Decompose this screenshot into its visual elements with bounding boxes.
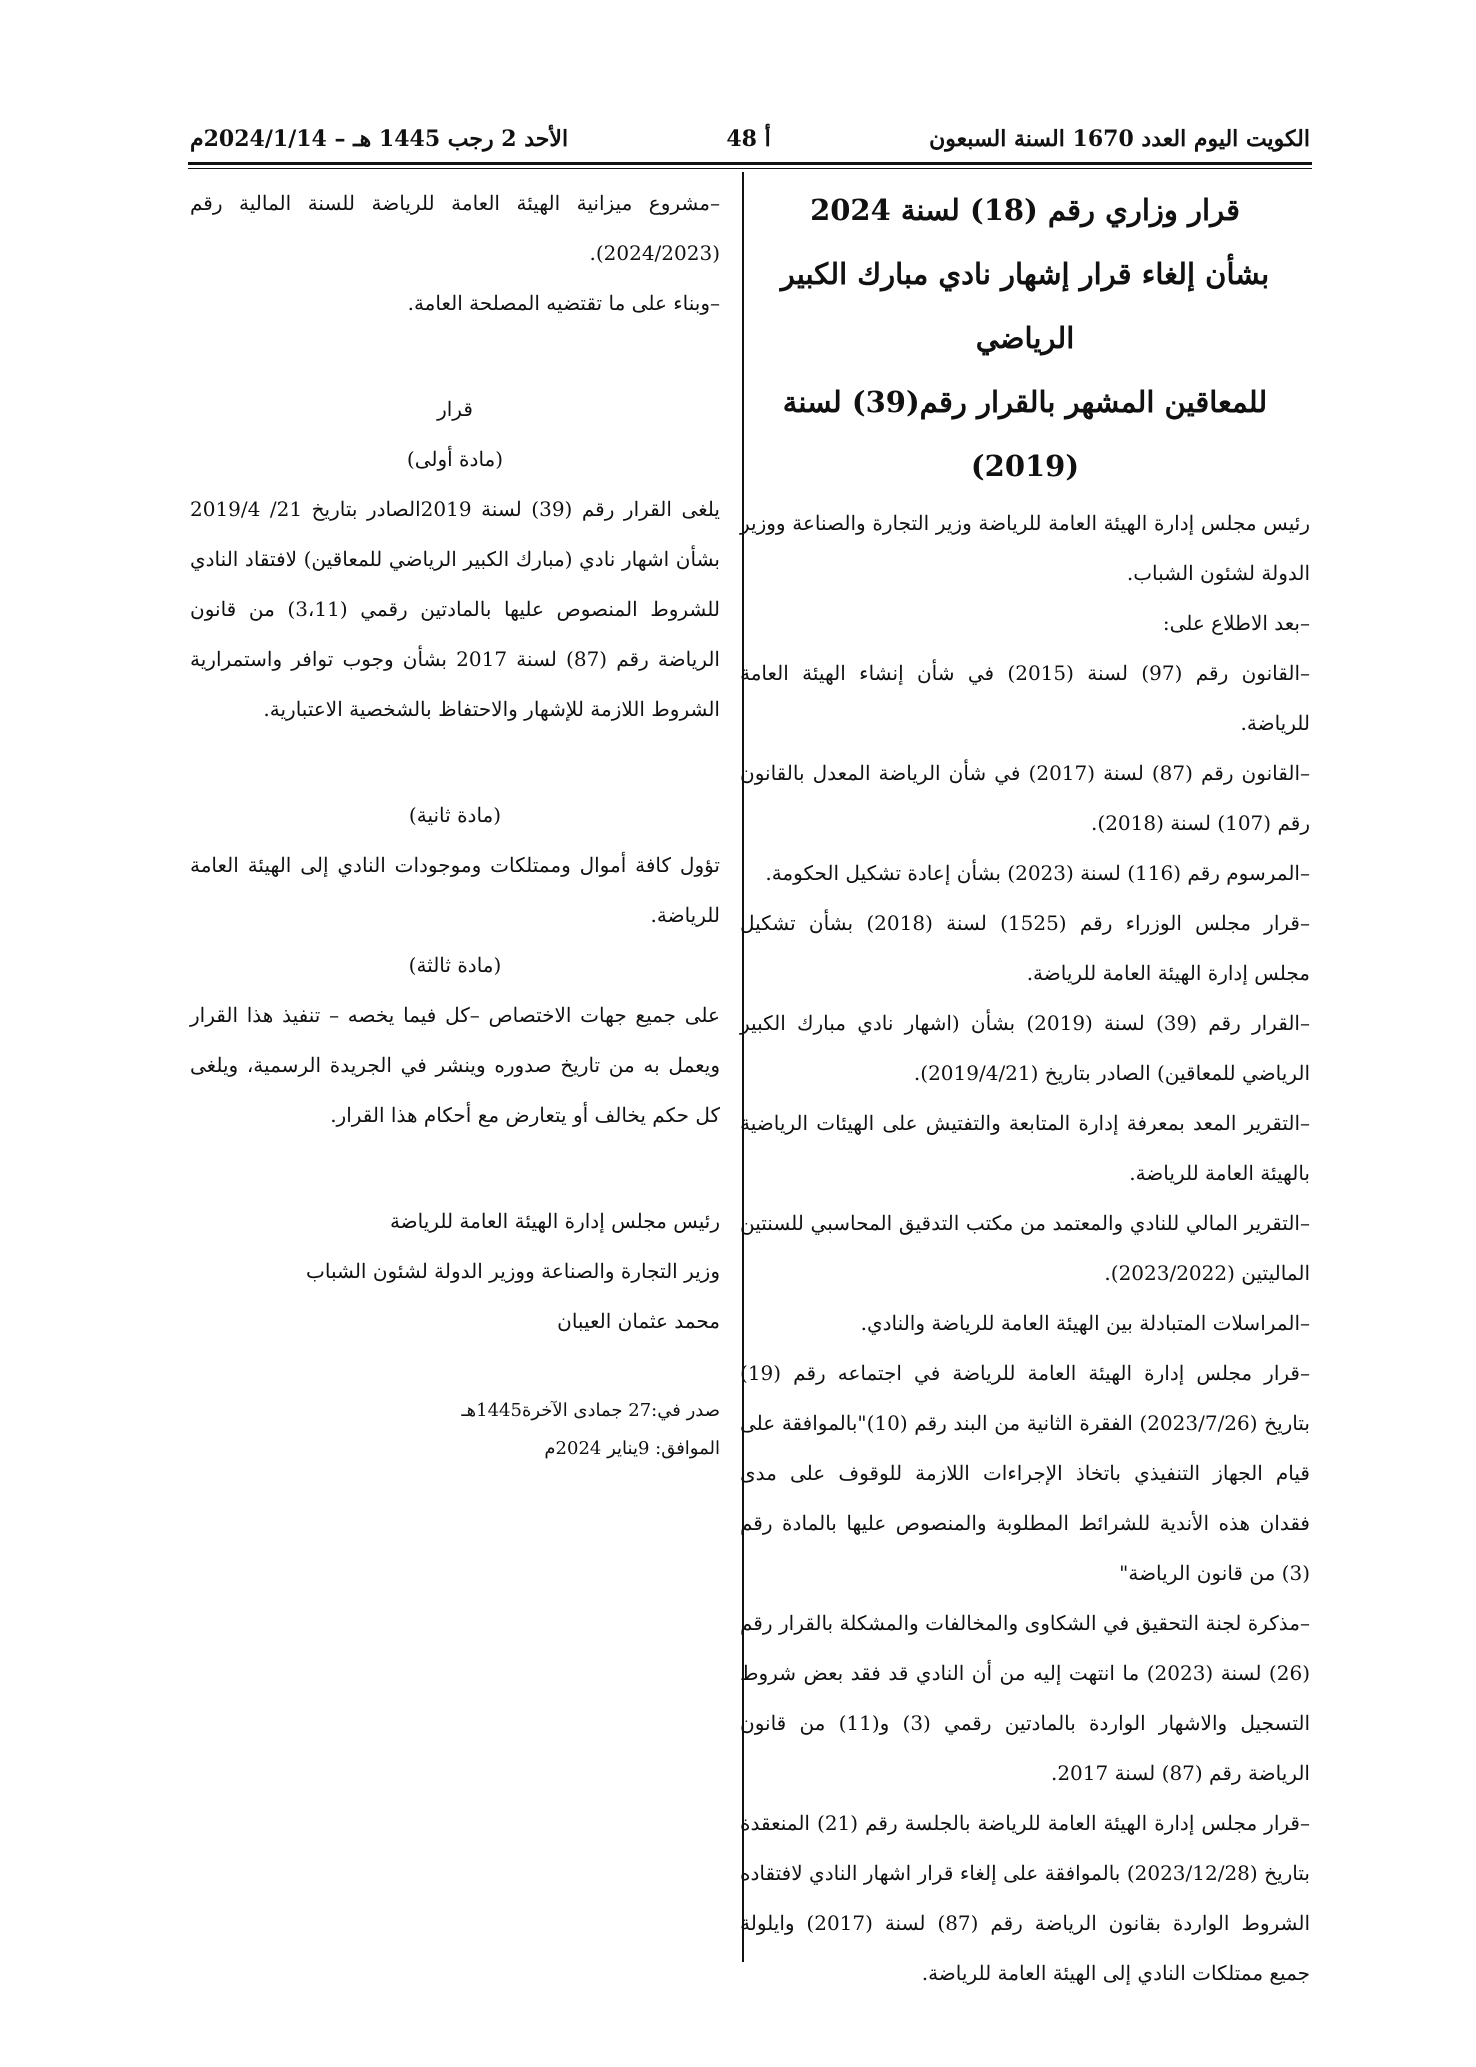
decision-heading: قرار — [437, 397, 473, 421]
preamble-paragraph: –مشروع ميزانية الهيئة العامة للرياضة للسنة المالية رقم (2024/2023). — [190, 191, 720, 265]
preamble-paragraph: –قرار مجلس الوزراء رقم (1525) لسنة (2018) بشأن تشكيل مجلس إدارة الهيئة العامة للرياضة. — [740, 911, 1310, 985]
decision-title-line: للمعاقين المشهر بالقرار رقم(39) لسنة (2019) — [782, 385, 1268, 483]
issue-date: صدر في:27 جمادى الآخرة1445هـ — [461, 1400, 720, 1421]
header-rule-thin — [188, 168, 1312, 169]
preamble-paragraph: رئيس مجلس إدارة الهيئة العامة للرياضة وزير التجارة والصناعة ووزير الدولة لشئون الشباب. — [740, 511, 1310, 585]
article-text: يلغى القرار رقم (39) لسنة 2019الصادر بتاريخ 21/ 2019/4 بشأن اشهار نادي (مبارك الكبير الرياضي للمعاقين) لافتقاد النادي للشروط المنصوص عليها بالمادتين رقمي (3،11) من قانون الرياضة رقم (87) لسنة 2017 بشأن وجوب توافر واستمرارية الشروط اللازمة للإشهار والاحتفاظ بالشخصية الاعتبارية. — [190, 497, 720, 721]
issue-date-gregorian: الموافق: 9يناير 2024م — [544, 1438, 720, 1459]
article-text: على جميع جهات الاختصاص –كل فيما يخصه – تنفيذ هذا القرار ويعمل به من تاريخ صدوره وينشر في الجريدة الرسمية، ويلغى كل حكم يخالف أو يتعارض مع أحكام هذا القرار. — [190, 1003, 721, 1127]
header-date: الأحد 2 رجب 1445 هـ – 2024/1/14م — [190, 126, 569, 152]
header-issue-info: الكويت اليوم العدد 1670 السنة السبعون — [929, 126, 1310, 152]
signature-line: رئيس مجلس إدارة الهيئة العامة للرياضة — [389, 1209, 720, 1233]
preamble-paragraph: –مذكرة لجنة التحقيق في الشكاوى والمخالفات والمشكلة بالقرار رقم (26) لسنة (2023) ما انتهت إليه من أن النادي قد فقد بعض شروط التسجيل والاشهار الواردة بالمادتين رقمي (3) و(11) من قانون الرياضة رقم (87) لسنة 2017. — [740, 1611, 1310, 1785]
page-header — [190, 120, 1310, 158]
header-rule-thick — [188, 162, 1312, 165]
article-heading: (مادة ثانية) — [408, 803, 502, 827]
decision-title-line: قرار وزاري رقم (18) لسنة 2024 — [810, 193, 1240, 227]
preamble-paragraph: –قرار مجلس إدارة الهيئة العامة للرياضة بالجلسة رقم (21) المنعقدة بتاريخ (2023/12/28) بالموافقة على إلغاء قرار اشهار النادي لافتقاده الشروط الواردة بقانون الرياضة رقم (87) لسنة (2017) وايلولة جميع ممتلكات النادي إلى الهيئة العامة للرياضة. — [740, 1811, 1311, 1985]
signature-line: وزير التجارة والصناعة ووزير الدولة لشئون الشباب — [306, 1259, 720, 1283]
preamble-paragraph: –التقرير المعد بمعرفة إدارة المتابعة والتفتيش على الهيئات الرياضية بالهيئة العامة للرياضة. — [740, 1111, 1310, 1185]
header-page-number: أ 48 — [726, 126, 771, 152]
article-heading: (مادة أولى) — [406, 447, 504, 471]
right-column — [740, 178, 1310, 1998]
preamble-paragraph: –القرار رقم (39) لسنة (2019) بشأن (اشهار نادي مبارك الكبير الرياضي للمعاقين) الصادر بتاريخ (2019/4/21). — [740, 1011, 1310, 1085]
preamble-paragraph: –المراسلات المتبادلة بين الهيئة العامة للرياضة والنادي. — [860, 1311, 1310, 1335]
preamble-paragraph: –التقرير المالي للنادي والمعتمد من مكتب التدقيق المحاسبي للسنتين الماليتين (2023/2022). — [740, 1211, 1310, 1285]
preamble-paragraph: –بعد الاطلاع على: — [1162, 611, 1310, 635]
article-heading: (مادة ثالثة) — [408, 953, 502, 977]
left-column — [190, 178, 720, 1468]
preamble-paragraph: –القانون رقم (87) لسنة (2017) في شأن الرياضة المعدل بالقانون رقم (107) لسنة (2018). — [740, 761, 1310, 835]
signature-name: محمد عثمان العيبان — [557, 1309, 720, 1333]
preamble-paragraph: –وبناء على ما تقتضيه المصلحة العامة. — [407, 291, 720, 315]
preamble-paragraph: –المرسوم رقم (116) لسنة (2023) بشأن إعادة تشكيل الحكومة. — [765, 861, 1310, 885]
preamble-paragraph: –قرار مجلس إدارة الهيئة العامة للرياضة في اجتماعه رقم (19) بتاريخ (2023/7/26) الفقرة الثانية من البند رقم (10)"بالموافقة على قيام الجهاز التنفيذي باتخاذ الإجراءات اللازمة للوقوف على مدى فقدان هذه الأندية للشرائط المطلوبة والمنصوص عليها بالمادة رقم (3) من قانون الرياضة" — [740, 1361, 1310, 1585]
article-text: تؤول كافة أموال وممتلكات وموجودات النادي إلى الهيئة العامة للرياضة. — [190, 853, 720, 927]
preamble-paragraph: –القانون رقم (97) لسنة (2015) في شأن إنشاء الهيئة العامة للرياضة. — [740, 661, 1311, 735]
decision-title-line: بشأن إلغاء قرار إشهار نادي مبارك الكبير الرياضي — [780, 257, 1270, 355]
